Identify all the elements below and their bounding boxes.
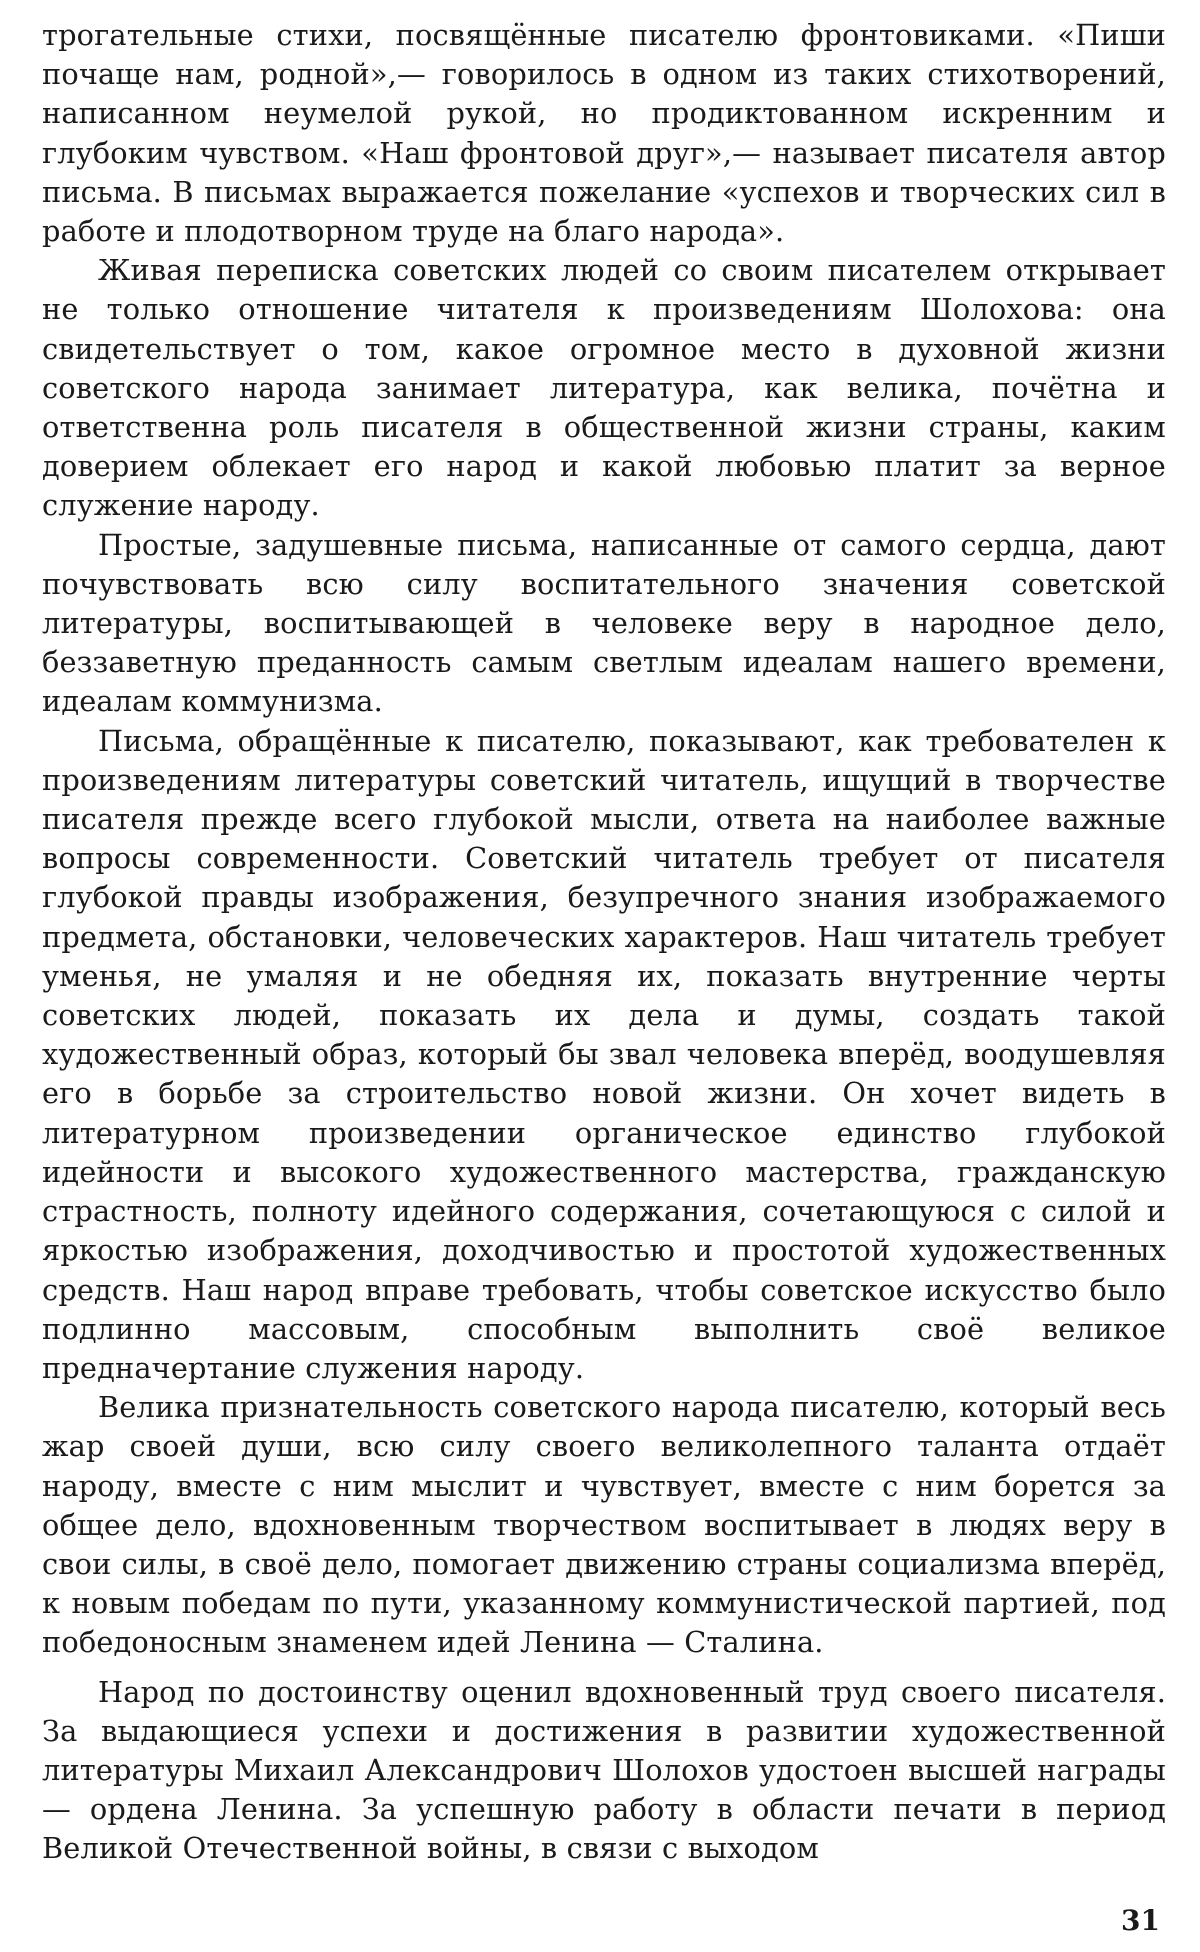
paragraph-4: Письма, обращённые к писателю, показывают, как требователен к произведениям литературы советский читатель, ищущий в творчестве писателя прежде всего глубокой мысли, ответа на наиболее важные вопросы современности. Советский читатель требует от писателя глубокой правды изображения, безупречного знания изображаемого предмета, обстановки, человеческих характеров. Наш читатель требует уменья, не умаляя и не обедняя их, показать внутренние черты советских людей, показать их дела и думы, создать такой художественный образ, который бы звал человека вперёд, воодушевляя его в борьбе за строительство новой жизни. Он хочет видеть в литературном произведении органическое единство глубокой идейности и высокого художественного мастерства, гражданскую страстность, полноту идейного содержания, сочетающуюся с силой и яркостью изображения, доходчивостью и простотой художественных средств. Наш народ вправе требовать, чтобы советское искусство было подлинно массовым, способным выполнить своё великое предначертание служения народу. xyxy=(42,723,1166,1385)
paragraph-6: Народ по достоинству оценил вдохновенный труд своего писателя. За выдающиеся успехи и достижения в развитии художественной литературы Михаил Александрович Шолохов удостоен высшей награды — ордена Ленина. За успешную работу в области печати в период Великой Отечественной войны, в связи с выходом xyxy=(42,1674,1166,1866)
page-number: 31 xyxy=(1121,1904,1160,1937)
page-body xyxy=(42,16,1166,1869)
paragraph-1: трогательные стихи, посвящённые писателю фронтовиками. «Пиши почаще нам, родной»,— говорилось в одном из таких стихотворений, написанном неумелой рукой, но продиктованном искренним и глубоким чувством. «Наш фронтовой друг»,— называет писателя автор письма. В письмах выражается пожелание «успехов и творческих сил в работе и плодотворном труде на благо народа». xyxy=(42,18,1166,249)
paragraph-3: Простые, задушевные письма, написанные от самого сердца, дают почувствовать всю силу воспитательного значения советской литературы, воспитывающей в человеке веру в народное дело, беззаветную преданность самым светлым идеалам нашего времени, идеалам коммунизма. xyxy=(42,527,1166,719)
paragraph-2: Живая переписка советских людей со своим писателем открывает не только отношение читателя к произведениям Шолохова: она свидетельствует о том, какое огромное место в духовной жизни советского народа занимает литература, как велика, почётна и ответственна роль писателя в общественной жизни страны, каким доверием облекает его народ и какой любовью платит за верное служение народу. xyxy=(42,253,1166,523)
paragraph-5: Велика признательность советского народа писателю, который весь жар своей души, всю силу своего великолепного таланта отдаёт народу, вместе с ним мыслит и чувствует, вместе с ним борется за общее дело, вдохновенным творчеством воспитывает в людях веру в свои силы, в своё дело, помогает движению страны социализма вперёд, к новым победам по пути, указанному коммунистической партией, под победоносным знаменем идей Ленина — Сталина. xyxy=(42,1390,1166,1660)
